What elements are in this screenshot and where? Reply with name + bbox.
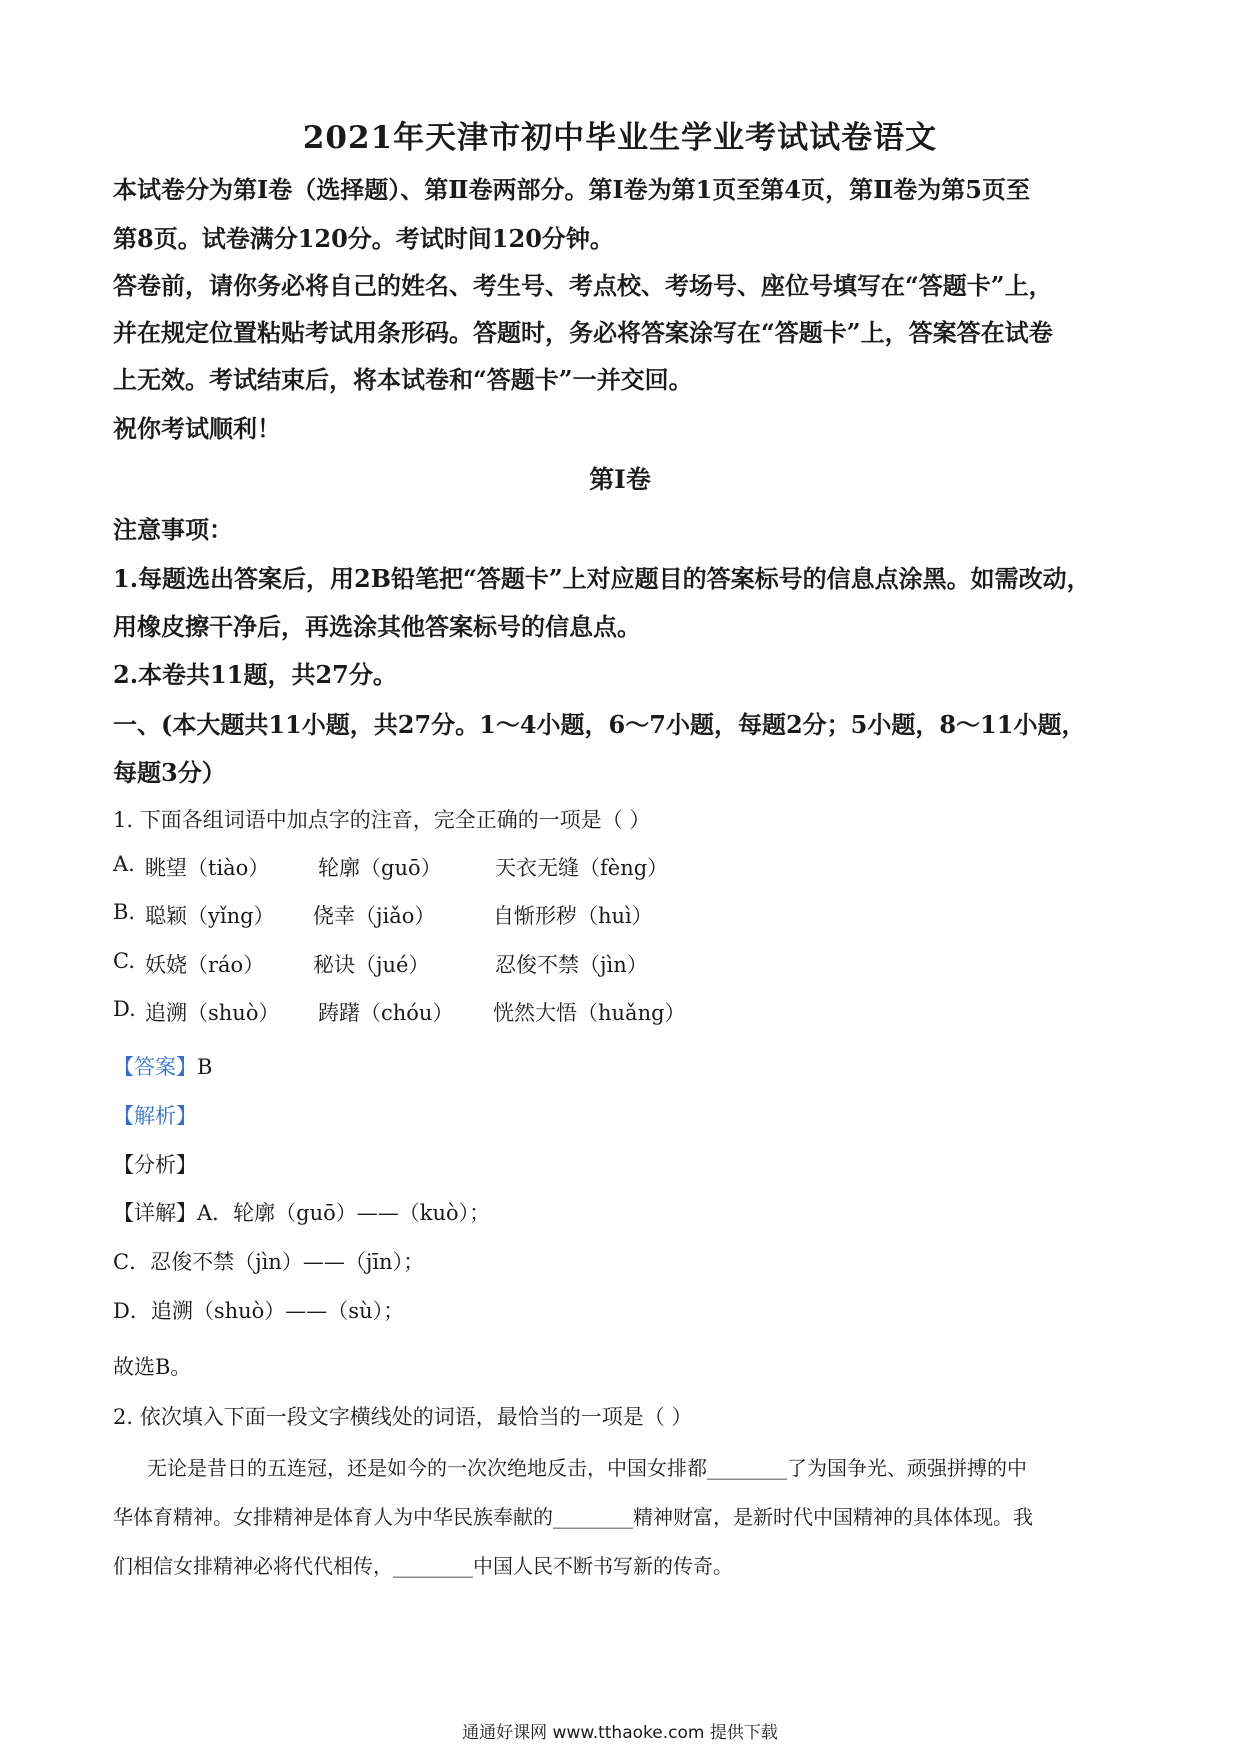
option-word: 忍俊不禁（jìn）	[495, 953, 648, 977]
detail-line: C．忍俊不禁（jìn）——（jīn）；	[113, 1250, 425, 1274]
option-label: B.	[113, 900, 136, 924]
notes-heading: 注意事项：	[113, 515, 233, 544]
conclusion: 故选B。	[113, 1355, 192, 1379]
question-1-stem: 1. 下面各组词语中加点字的注音，完全正确的一项是（ ）	[113, 808, 651, 832]
question-2-stem: 2. 依次填入下面一段文字横线处的词语，最恰当的一项是（ ）	[113, 1405, 693, 1429]
intro-line: 祝你考试顺利！	[113, 414, 281, 443]
intro-line: 并在规定位置粘贴考试用条形码。答题时，务必将答案涂写在“答题卡”上，答案答在试卷	[113, 318, 1053, 347]
detail-line: 【详解】A．轮廓（guō）——（kuò）；	[113, 1201, 491, 1225]
option-word: 踌躇（chóu）	[318, 1001, 454, 1025]
analysis-heading: 【分析】	[113, 1153, 197, 1177]
answer-tag: 【答案】	[113, 1055, 197, 1079]
option-label: D.	[113, 997, 136, 1021]
note-item: 2.本卷共11题，共27分。	[113, 660, 397, 689]
page-title: 2021年天津市初中毕业生学业考试试卷语文	[302, 120, 938, 156]
option-word: 妖娆（ráo）	[145, 953, 265, 977]
option-word: 自惭形秽（huì）	[493, 904, 653, 928]
answer-value: B	[197, 1055, 213, 1079]
intro-line: 第8页。试卷满分120分。考试时间120分钟。	[113, 224, 614, 253]
option-word: 聪颖（yǐng）	[145, 904, 275, 928]
section-title: 第Ⅰ卷	[589, 465, 651, 494]
part-heading: 每题3分）	[113, 758, 226, 787]
option-word: 轮廓（guō）	[318, 856, 442, 880]
passage-line: 们相信女排精神必将代代相传，________中国人民不断书写新的传奇。	[113, 1554, 733, 1578]
analysis-tag: 【解析】	[113, 1104, 197, 1128]
note-item: 1.每题选出答案后，用2B铅笔把“答题卡”上对应题目的答案标号的信息点涂黑。如需改动，	[113, 564, 1091, 593]
option-word: 恍然大悟（huǎng）	[493, 1001, 686, 1025]
option-word: 侥幸（jiǎo）	[313, 904, 436, 928]
option-word: 眺望（tiào）	[145, 856, 270, 880]
passage-line: 无论是昔日的五连冠，还是如今的一次次绝地反击，中国女排都________了为国争光、顽强拼搏的中	[147, 1456, 1027, 1480]
detail-line: D．追溯（shuò）——（sù）；	[113, 1299, 405, 1323]
option-label: A.	[113, 852, 135, 876]
footer-watermark: 通通好课网 www.tthaoke.com 提供下载	[462, 1723, 778, 1743]
passage-line: 华体育精神。女排精神是体育人为中华民族奉献的________精神财富，是新时代中国精神的具体体现。我	[113, 1505, 1033, 1529]
answer-line	[113, 1051, 212, 1081]
option-word: 天衣无缝（fèng）	[495, 856, 669, 880]
part-heading: 一、(本大题共11小题，共27分。1～4小题，6～7小题，每题2分；5小题，8～11小题，	[113, 710, 1086, 739]
intro-line: 本试卷分为第Ⅰ卷（选择题）、第Ⅱ卷两部分。第Ⅰ卷为第1页至第4页，第Ⅱ卷为第5页至	[113, 175, 1031, 204]
option-word: 秘诀（jué）	[313, 953, 430, 977]
intro-line: 答卷前，请你务必将自己的姓名、考生号、考点校、考场号、座位号填写在“答题卡”上，	[113, 271, 1053, 300]
option-word: 追溯（shuò）	[145, 1001, 280, 1025]
intro-line: 上无效。考试结束后，将本试卷和“答题卡”一并交回。	[113, 365, 693, 394]
option-label: C.	[113, 949, 135, 973]
note-item: 用橡皮擦干净后，再选涂其他答案标号的信息点。	[113, 612, 641, 641]
